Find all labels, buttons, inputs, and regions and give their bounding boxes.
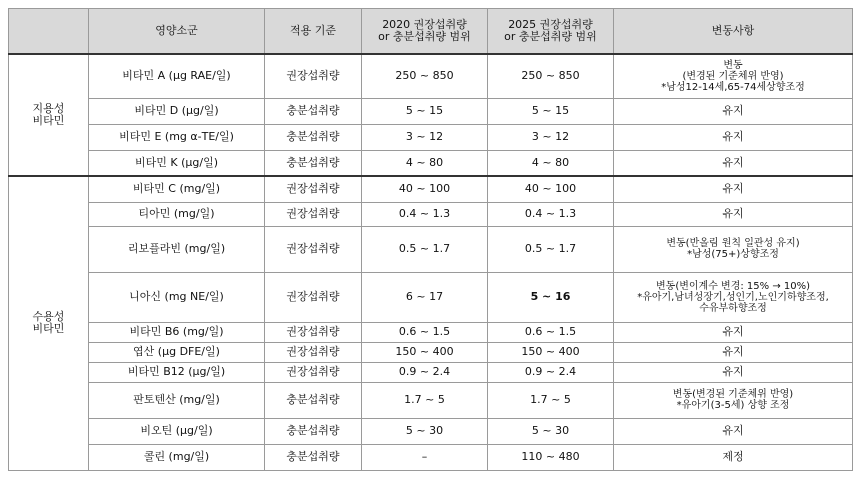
- standard-cell: 권장섭취량: [265, 54, 362, 98]
- change-cell: 유지: [614, 342, 853, 362]
- value-2025-cell: 0.4 ~ 1.3: [488, 202, 614, 226]
- change-cell: 변동(변경된 기준체위 반영) *유아기(3-5세) 상향 조정: [614, 382, 853, 418]
- change-cell: 변동 (변경된 기준체위 반영) *남성12-14세,65-74세상향조정: [614, 54, 853, 98]
- vitamin-intake-table: [8, 8, 853, 471]
- value-2020-cell: 1.7 ~ 5: [362, 382, 488, 418]
- nutrient-cell: 리보플라빈 (mg/일): [89, 226, 265, 272]
- value-2025-cell: 0.6 ~ 1.5: [488, 322, 614, 342]
- value-2025-cell: 3 ~ 12: [488, 124, 614, 150]
- value-2020-cell: 150 ~ 400: [362, 342, 488, 362]
- nutrient-cell: 비오틴 (μg/일): [89, 418, 265, 444]
- table-row: [9, 124, 853, 150]
- value-2025-cell: 5 ~ 15: [488, 98, 614, 124]
- value-2020-cell: 5 ~ 15: [362, 98, 488, 124]
- table-row: [9, 98, 853, 124]
- header-row: [9, 9, 853, 55]
- standard-cell: 충분섭취량: [265, 418, 362, 444]
- nutrient-cell: 티아민 (mg/일): [89, 202, 265, 226]
- header-2020: 2020 권장섭취량 or 충분섭취량 범위: [362, 9, 488, 55]
- nutrient-cell: 니아신 (mg NE/일): [89, 272, 265, 322]
- value-2025-cell: 110 ~ 480: [488, 444, 614, 470]
- table-row: [9, 342, 853, 362]
- value-2025-cell: 5 ~ 30: [488, 418, 614, 444]
- change-cell: 유지: [614, 322, 853, 342]
- standard-cell: 권장섭취량: [265, 202, 362, 226]
- header-nutrient: 영양소군: [89, 9, 265, 55]
- value-2025-cell: 1.7 ~ 5: [488, 382, 614, 418]
- value-2020-cell: 0.4 ~ 1.3: [362, 202, 488, 226]
- standard-cell: 권장섭취량: [265, 342, 362, 362]
- nutrient-cell: 콜린 (mg/일): [89, 444, 265, 470]
- standard-cell: 충분섭취량: [265, 444, 362, 470]
- change-cell: 유지: [614, 418, 853, 444]
- group-water-soluble: 수용성 비타민: [9, 176, 89, 470]
- value-2025-cell: 150 ~ 400: [488, 342, 614, 362]
- value-2020-cell: 4 ~ 80: [362, 150, 488, 176]
- change-cell: 유지: [614, 124, 853, 150]
- header-group: [9, 9, 89, 55]
- table-row: [9, 418, 853, 444]
- standard-cell: 권장섭취량: [265, 272, 362, 322]
- table-row: [9, 272, 853, 322]
- value-2020-cell: 0.6 ~ 1.5: [362, 322, 488, 342]
- nutrient-cell: 비타민 D (μg/일): [89, 98, 265, 124]
- table-row: [9, 362, 853, 382]
- nutrient-cell: 비타민 E (mg α-TE/일): [89, 124, 265, 150]
- nutrient-cell: 비타민 C (mg/일): [89, 176, 265, 202]
- table-row: [9, 444, 853, 470]
- standard-cell: 충분섭취량: [265, 124, 362, 150]
- value-2025-cell: 0.9 ~ 2.4: [488, 362, 614, 382]
- value-2025-cell: 5 ~ 16: [488, 272, 614, 322]
- table-row: [9, 322, 853, 342]
- nutrient-cell: 비타민 B12 (μg/일): [89, 362, 265, 382]
- table-row: [9, 176, 853, 202]
- change-cell: 변동(반올림 원칙 일관성 유지) *남성(75+)상향조정: [614, 226, 853, 272]
- header-standard: 적용 기준: [265, 9, 362, 55]
- value-2020-cell: 40 ~ 100: [362, 176, 488, 202]
- change-cell: 유지: [614, 98, 853, 124]
- change-cell: 제정: [614, 444, 853, 470]
- value-2025-cell: 4 ~ 80: [488, 150, 614, 176]
- standard-cell: 충분섭취량: [265, 382, 362, 418]
- change-cell: 유지: [614, 362, 853, 382]
- nutrient-cell: 엽산 (μg DFE/일): [89, 342, 265, 362]
- nutrient-cell: 판토텐산 (mg/일): [89, 382, 265, 418]
- standard-cell: 권장섭취량: [265, 362, 362, 382]
- change-cell: 변동(변이계수 변경: 15% → 10%) *유아기,남녀성장기,성인기,노인기하향조정, 수유부하향조정: [614, 272, 853, 322]
- nutrient-cell: 비타민 K (μg/일): [89, 150, 265, 176]
- value-2025-cell: 40 ~ 100: [488, 176, 614, 202]
- standard-cell: 권장섭취량: [265, 226, 362, 272]
- table-row: [9, 202, 853, 226]
- value-2020-cell: 3 ~ 12: [362, 124, 488, 150]
- standard-cell: 권장섭취량: [265, 322, 362, 342]
- change-cell: 유지: [614, 202, 853, 226]
- nutrient-cell: 비타민 B6 (mg/일): [89, 322, 265, 342]
- value-2020-cell: 0.9 ~ 2.4: [362, 362, 488, 382]
- header-change: 변동사항: [614, 9, 853, 55]
- change-cell: 유지: [614, 150, 853, 176]
- standard-cell: 충분섭취량: [265, 150, 362, 176]
- value-2020-cell: 250 ~ 850: [362, 54, 488, 98]
- standard-cell: 충분섭취량: [265, 98, 362, 124]
- group-fat-soluble: 지용성 비타민: [9, 54, 89, 176]
- table-row: [9, 150, 853, 176]
- value-2020-cell: 6 ~ 17: [362, 272, 488, 322]
- table-row: [9, 54, 853, 98]
- value-2020-cell: 5 ~ 30: [362, 418, 488, 444]
- value-2020-cell: –: [362, 444, 488, 470]
- nutrient-cell: 비타민 A (μg RAE/일): [89, 54, 265, 98]
- table-row: [9, 382, 853, 418]
- value-2025-cell: 250 ~ 850: [488, 54, 614, 98]
- value-2025-cell: 0.5 ~ 1.7: [488, 226, 614, 272]
- value-2020-cell: 0.5 ~ 1.7: [362, 226, 488, 272]
- change-cell: 유지: [614, 176, 853, 202]
- standard-cell: 권장섭취량: [265, 176, 362, 202]
- header-2025: 2025 권장섭취량 or 충분섭취량 범위: [488, 9, 614, 55]
- table-row: [9, 226, 853, 272]
